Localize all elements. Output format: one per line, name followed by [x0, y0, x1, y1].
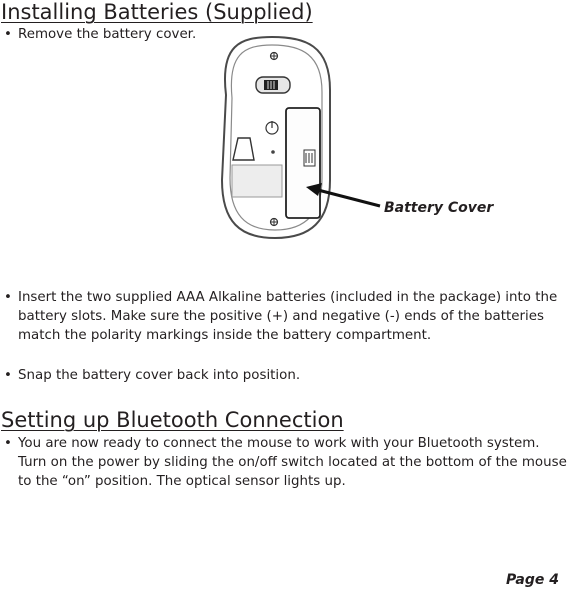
- bullet-dot: •: [4, 27, 12, 42]
- bullet-insert-batteries: [4, 288, 559, 345]
- mouse-underside-figure: [0, 0, 573, 260]
- bullet-text: Insert the two supplied AAA Alkaline batteries (included in the package) into the battery slots. Make sure the positive (+) and negative (-) ends of the batteries match the polarity markings inside the battery compartment.: [18, 290, 558, 343]
- bullet-bluetooth-setup: [4, 434, 569, 491]
- bullet-dot: •: [4, 368, 12, 383]
- bullet-text: You are now ready to connect the mouse to work with your Bluetooth system. Turn on the power by sliding the on/off switch located at the bottom of the mouse to the “on” position. The optical sensor lights up.: [18, 436, 567, 489]
- section-title-bluetooth: Setting up Bluetooth Connection: [1, 408, 344, 432]
- label-sticker: [232, 165, 282, 197]
- battery-cover-callout: Battery Cover: [384, 200, 494, 216]
- bullet-text: Snap the battery cover back into position.: [18, 368, 301, 383]
- section-title-installing-batteries: Installing Batteries (Supplied): [1, 0, 313, 24]
- bullet-dot: •: [4, 436, 12, 451]
- page-number: Page 4: [506, 572, 559, 588]
- bullet-text: Remove the battery cover.: [18, 27, 197, 42]
- bullet-dot: •: [4, 290, 12, 305]
- sensor-dot: [271, 150, 275, 154]
- bullet-snap-cover: [4, 366, 559, 385]
